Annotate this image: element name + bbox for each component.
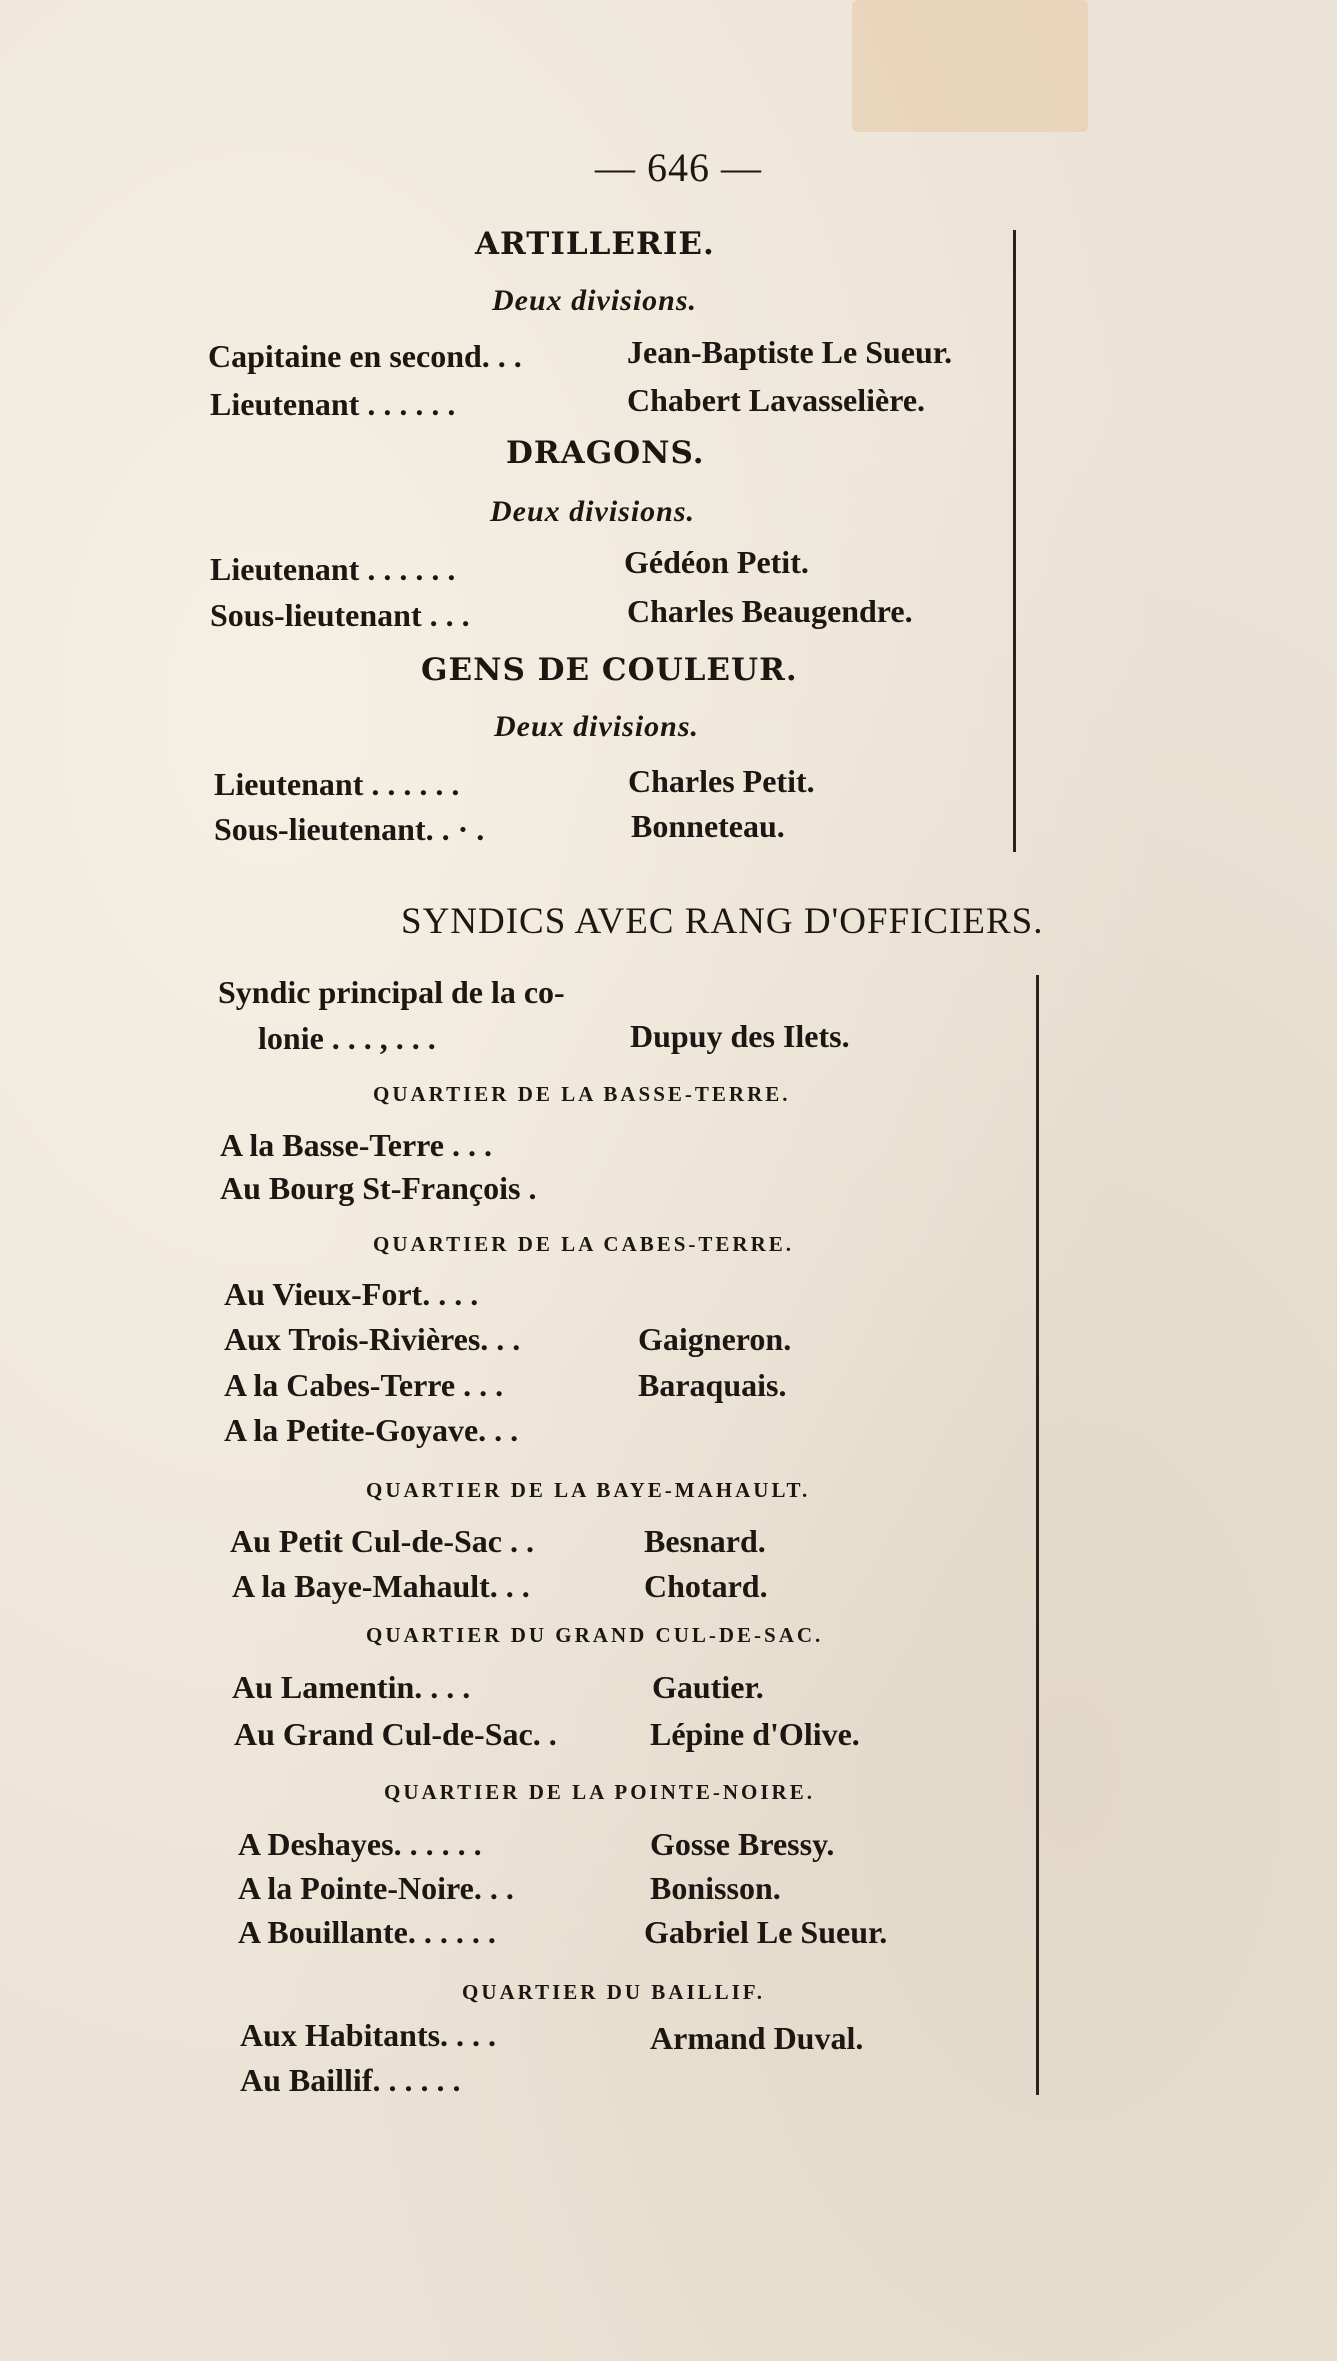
- place-label: A la Petite-Goyave. . .: [224, 1412, 519, 1448]
- officer-name: Charles Petit.: [628, 763, 815, 799]
- rank-label: Sous-lieutenant . . .: [210, 597, 470, 633]
- officer-name: Charles Beaugendre.: [627, 593, 913, 629]
- column-rule-top: [1013, 230, 1016, 852]
- place-label: Au Vieux-Fort. . . .: [224, 1276, 479, 1312]
- officer-name: Gédéon Petit.: [624, 544, 809, 580]
- syndic-name: Gautier.: [652, 1669, 764, 1705]
- place-label: Au Lamentin. . . .: [232, 1669, 471, 1705]
- quartier-heading: QUARTIER DU BAILLIF.: [462, 1980, 765, 2004]
- section-title-syndics: SYNDICS AVEC RANG D'OFFICIERS.: [401, 901, 1044, 942]
- syndic-name: Baraquais.: [638, 1367, 787, 1403]
- place-label: Au Petit Cul-de-Sac . .: [230, 1523, 534, 1559]
- section-title-dragons: DRAGONS.: [506, 435, 705, 471]
- rank-label: Capitaine en second. . .: [208, 338, 522, 374]
- officer-name: Chabert Lavasselière.: [627, 382, 926, 418]
- column-rule-bottom: [1036, 975, 1039, 2095]
- rank-label: Lieutenant . . . . . .: [214, 766, 460, 802]
- section-subtitle-gens-de-couleur: Deux divisions.: [494, 710, 700, 743]
- place-label: A la Pointe-Noire. . .: [238, 1870, 514, 1906]
- syndic-name: Bonisson.: [650, 1870, 781, 1906]
- place-label: Au Baillif. . . . . .: [240, 2062, 461, 2098]
- quartier-heading: QUARTIER DE LA CABES-TERRE.: [373, 1232, 794, 1256]
- place-label: A Bouillante. . . . . .: [238, 1914, 496, 1950]
- page-number: — 646 —: [595, 145, 762, 190]
- quartier-heading: QUARTIER DE LA POINTE-NOIRE.: [384, 1780, 815, 1804]
- place-label: Au Bourg St-François .: [220, 1170, 537, 1206]
- rank-label: Sous-lieutenant. . · .: [214, 811, 485, 847]
- place-label: A la Cabes-Terre . . .: [224, 1367, 504, 1403]
- place-label: A Deshayes. . . . . .: [238, 1826, 482, 1862]
- syndic-principal-name: Dupuy des Ilets.: [630, 1018, 850, 1054]
- syndic-name: Gaigneron.: [638, 1321, 792, 1357]
- syndic-principal-label-cont: lonie . . . , . . .: [258, 1020, 436, 1056]
- officer-name: Jean-Baptiste Le Sueur.: [627, 334, 953, 370]
- syndic-name: Gosse Bressy.: [650, 1826, 835, 1862]
- place-label: Au Grand Cul-de-Sac. .: [234, 1716, 557, 1752]
- paper-stain: [852, 0, 1088, 132]
- section-subtitle-artillerie: Deux divisions.: [492, 284, 698, 317]
- syndic-name: Besnard.: [644, 1523, 766, 1559]
- rank-label: Lieutenant . . . . . .: [210, 551, 456, 587]
- quartier-heading: QUARTIER DE LA BASSE-TERRE.: [373, 1082, 791, 1106]
- section-subtitle-dragons: Deux divisions.: [490, 495, 696, 528]
- syndic-name: Gabriel Le Sueur.: [644, 1914, 888, 1950]
- quartier-heading: QUARTIER DU GRAND CUL-DE-SAC.: [366, 1623, 824, 1647]
- officer-name: Bonneteau.: [631, 808, 785, 844]
- syndic-principal-label: Syndic principal de la co-: [218, 974, 565, 1010]
- quartier-heading: QUARTIER DE LA BAYE-MAHAULT.: [366, 1478, 811, 1502]
- section-title-gens-de-couleur: GENS DE COULEUR.: [421, 652, 798, 688]
- place-label: Aux Habitants. . . .: [240, 2017, 497, 2053]
- place-label: Aux Trois-Rivières. . .: [224, 1321, 521, 1357]
- rank-label: Lieutenant . . . . . .: [210, 386, 456, 422]
- syndic-name: Lépine d'Olive.: [650, 1716, 860, 1752]
- place-label: A la Baye-Mahault. . .: [232, 1568, 530, 1604]
- place-label: A la Basse-Terre . . .: [220, 1127, 492, 1163]
- syndic-name: Chotard.: [644, 1568, 768, 1604]
- section-title-artillerie: ARTILLERIE.: [475, 226, 715, 262]
- syndic-name: Armand Duval.: [650, 2020, 864, 2056]
